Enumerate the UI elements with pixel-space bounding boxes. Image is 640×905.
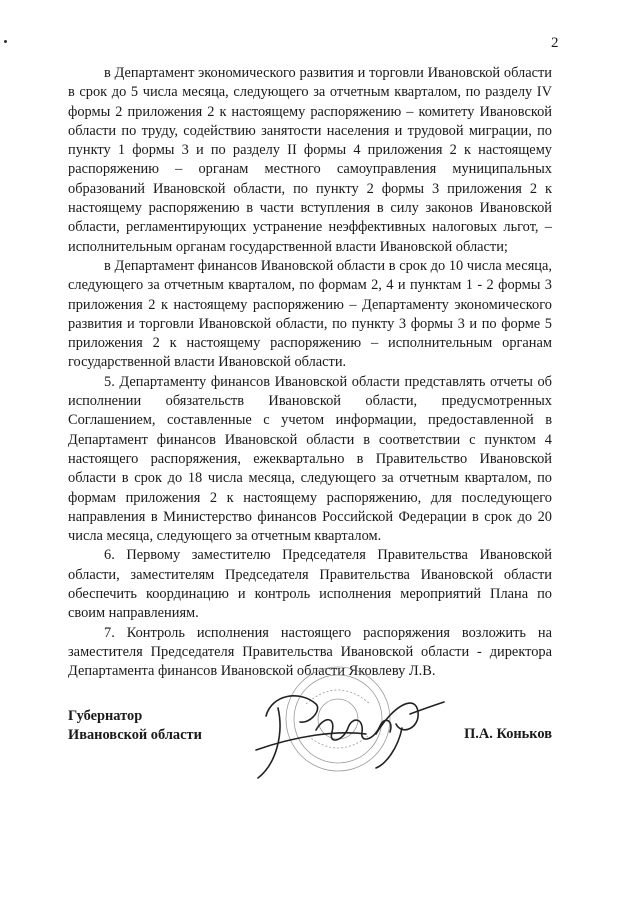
signature-block <box>68 707 552 797</box>
paragraph: 7. Контроль исполнения настоящего распоряжения возложить на заместителя Председателя Правительства Ивановской области - директора Департамента финансов Ивановской области Яковлеву Л.В. <box>68 624 552 680</box>
paragraph: 6. Первому заместителю Председателя Правительства Ивановской области, заместителям Председателя Правительства Ивановской области обеспечить координацию и контроль исполнения мероприятий Плана по своим направлениям. <box>68 547 552 622</box>
signatory-region: Ивановской области <box>68 727 202 743</box>
signatory-position: Губернатор <box>68 708 143 724</box>
document-body <box>68 64 552 682</box>
signatory-title <box>68 707 202 745</box>
paragraph: 5. Департаменту финансов Ивановской области представлять отчеты об исполнении обязательств Ивановской области, предусмотренных Соглашением, составленные с учетом информации, предоставленной в Департамент финансов Ивановской области в соответствии с пунктом 4 настоящего распоряжения, ежеквартально в Правительство Ивановской области в срок до 18 числа месяца, следующего за отчетным кварталом, по формам приложения 2 к настоящему распоряжению, для последующего направления в Министерство финансов Российской Федерации в срок до 20 числа месяца, следующего за отчетным кварталом. <box>68 373 552 545</box>
paragraph: в Департамент финансов Ивановской области в срок до 10 числа месяца, следующего за отчетным кварталом, по формам 2, 4 и пунктам 1 - 2 формы 3 приложения 2 к настоящему распоряжению – Департаменту экономического развития и торговли Ивановской области, по пункту 3 формы 3 и по форме 5 приложения 2 к настоящему распоряжению – исполнительным органам государственной власти Ивановской области. <box>68 257 552 371</box>
signatory-name: П.А. Коньков <box>464 726 552 742</box>
scan-speck <box>4 40 7 43</box>
page-number: 2 <box>551 35 559 51</box>
paragraph: в Департамент экономического развития и торговли Ивановской области в срок до 5 числа месяца, следующего за отчетным кварталом, по разделу IV формы 2 приложения 2 к настоящему распоряжению – комитету Ивановской области по труду, содействию занятости населения и трудовой миграции, по пункту 1 формы 3 и по разделу II формы 4 приложения 2 к настоящему распоряжению – органам местного самоуправления муниципальных образований Ивановской области, по пункту 2 формы 3 приложения 2 к настоящему распоряжению в части вступления в силу законов Ивановской области, регламентирующих устранение неэффективных налоговых льгот, – исполнительным органам государственной власти Ивановской области; <box>68 65 552 255</box>
